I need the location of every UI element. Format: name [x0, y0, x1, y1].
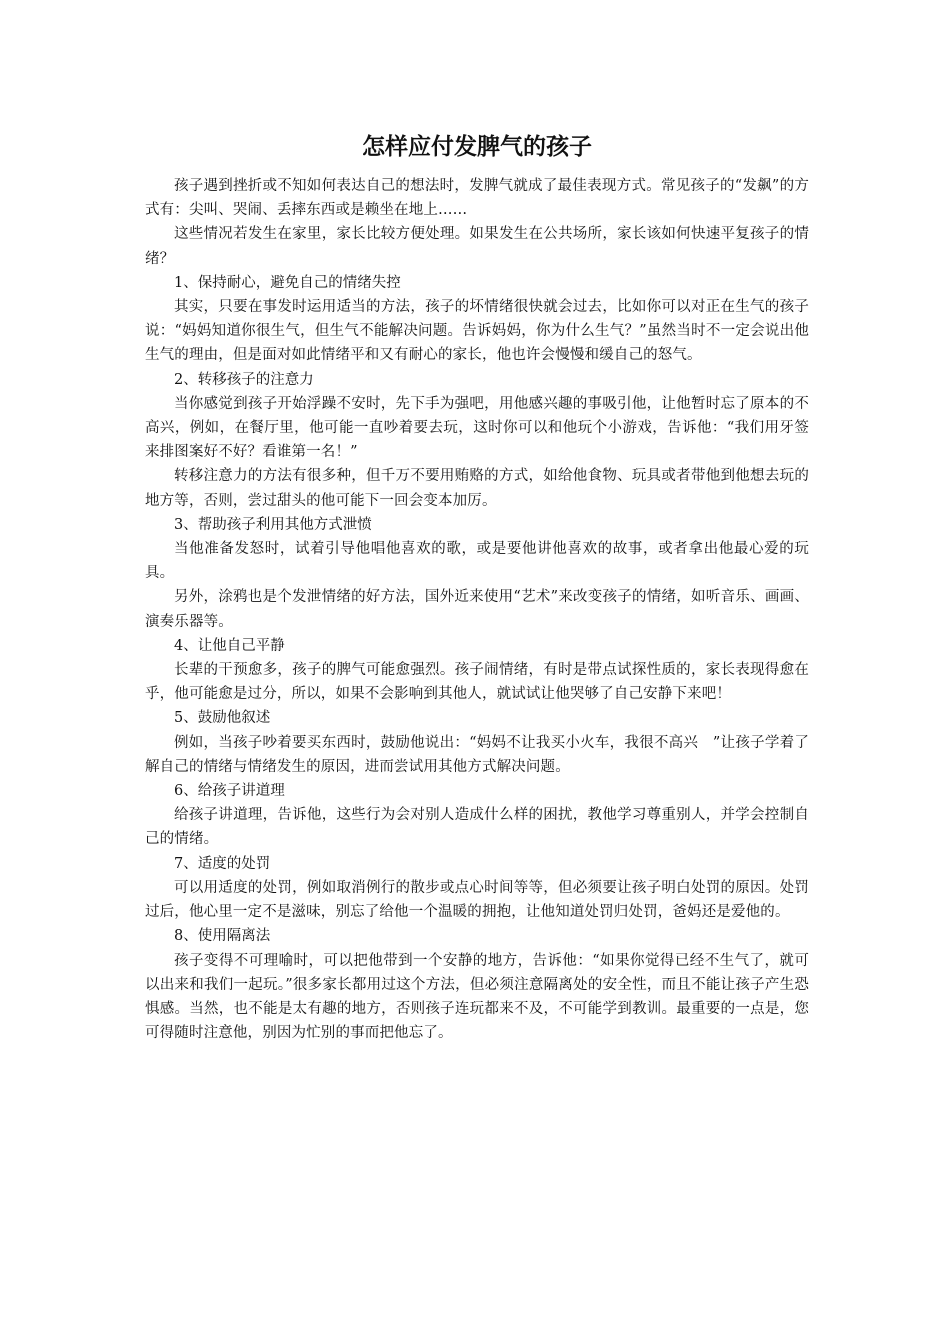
section-paragraph: 长辈的干预愈多，孩子的脾气可能愈强烈。孩子闹情绪，有时是带点试探性质的，家长表现得愈在乎，他可能愈是过分，所以，如果不会影响到其他人，就试试让他哭够了自己安静下来吧！ [145, 662, 809, 703]
section-heading: 6、给孩子讲道理 [174, 783, 285, 800]
section-heading: 5、鼓励他叙述 [174, 710, 271, 727]
section-paragraph: 当你感觉到孩子开始浮躁不安时，先下手为强吧，用他感兴趣的事吸引他，让他暂时忘了原本的不高兴，例如，在餐厅里，他可能一直吵着要去玩，这时你可以和他玩个小游戏，告诉他：“我们用牙签来排图案好不好？看谁第一名！” [145, 395, 809, 461]
section-heading: 4、让他自己平静 [174, 637, 285, 654]
section-heading: 1、保持耐心，避免自己的情绪失控 [174, 274, 401, 291]
section-paragraph: 另外，涂鸦也是个发泄情绪的好方法，国外近来使用“艺术”来改变孩子的情绪，如听音乐、画画、演奏乐器等。 [145, 589, 809, 630]
section-paragraph: 转移注意力的方法有很多种，但千万不要用贿赂的方式，如给他食物、玩具或者带他到他想去玩的地方等，否则，尝过甜头的他可能下一回会变本加厉。 [145, 468, 809, 509]
section-paragraph: 可以用适度的处罚，例如取消例行的散步或点心时间等等，但必须要让孩子明白处罚的原因。处罚过后，他心里一定不是滋味，别忘了给他一个温暖的拥抱，让他知道处罚归处罚，爸妈还是爱他的。 [145, 879, 809, 921]
intro-paragraph: 这些情况若发生在家里，家长比较方便处理。如果发生在公共场所，家长该如何快速平复孩子的情绪？ [145, 226, 809, 267]
section-heading: 7、适度的处罚 [174, 855, 271, 872]
section-paragraph: 其实，只要在事发时运用适当的方法，孩子的坏情绪很快就会过去，比如你可以对正在生气的孩子说：“妈妈知道你很生气，但生气不能解决问题。告诉妈妈，你为什么生气？”虽然当时不一定会说出他生气的理由，但是面对如此情绪平和又有耐心的家长，他也许会慢慢和缓自己的怒气。 [145, 299, 809, 364]
section-paragraph: 当他准备发怒时，试着引导他唱他喜欢的歌，或是要他讲他喜欢的故事，或者拿出他最心爱的玩具。 [145, 541, 809, 582]
document-title: 怎样应付发脾气的孩子 [362, 134, 592, 160]
section-heading: 8、使用隔离法 [174, 928, 271, 945]
section-paragraph: 例如，当孩子吵着要买东西时，鼓励他说出：“妈妈不让我买小火车，我很不高兴 ”让孩子学着了解自己的情绪与情绪发生的原因，进而尝试用其他方式解决问题。 [145, 734, 809, 775]
section-heading: 2、转移孩子的注意力 [174, 371, 314, 388]
section-paragraph: 给孩子讲道理，告诉他，这些行为会对别人造成什么样的困扰，教他学习尊重别人，并学会控制自己的情绪。 [145, 807, 809, 848]
section-heading: 3、帮助孩子利用其他方式泄愤 [174, 516, 372, 533]
section-paragraph: 孩子变得不可理喻时，可以把他带到一个安静的地方，告诉他：“如果你觉得已经不生气了，就可以出来和我们一起玩。”很多家长都用过这个方法，但必须注意隔离处的安全性，而且不能让孩子产生恐惧感。当然，也不能是太有趣的地方，否则孩子连玩都来不及，不可能学到教训。最重要的一点是，您可得随时注意他，别因为忙别的事而把他忘了。 [145, 952, 809, 1042]
intro-paragraph: 孩子遇到挫折或不知如何表达自己的想法时，发脾气就成了最佳表现方式。常见孩子的“发飙”的方式有：尖叫、哭闹、丢摔东西或是赖坐在地上…… [145, 178, 809, 219]
document-page [145, 128, 809, 1045]
